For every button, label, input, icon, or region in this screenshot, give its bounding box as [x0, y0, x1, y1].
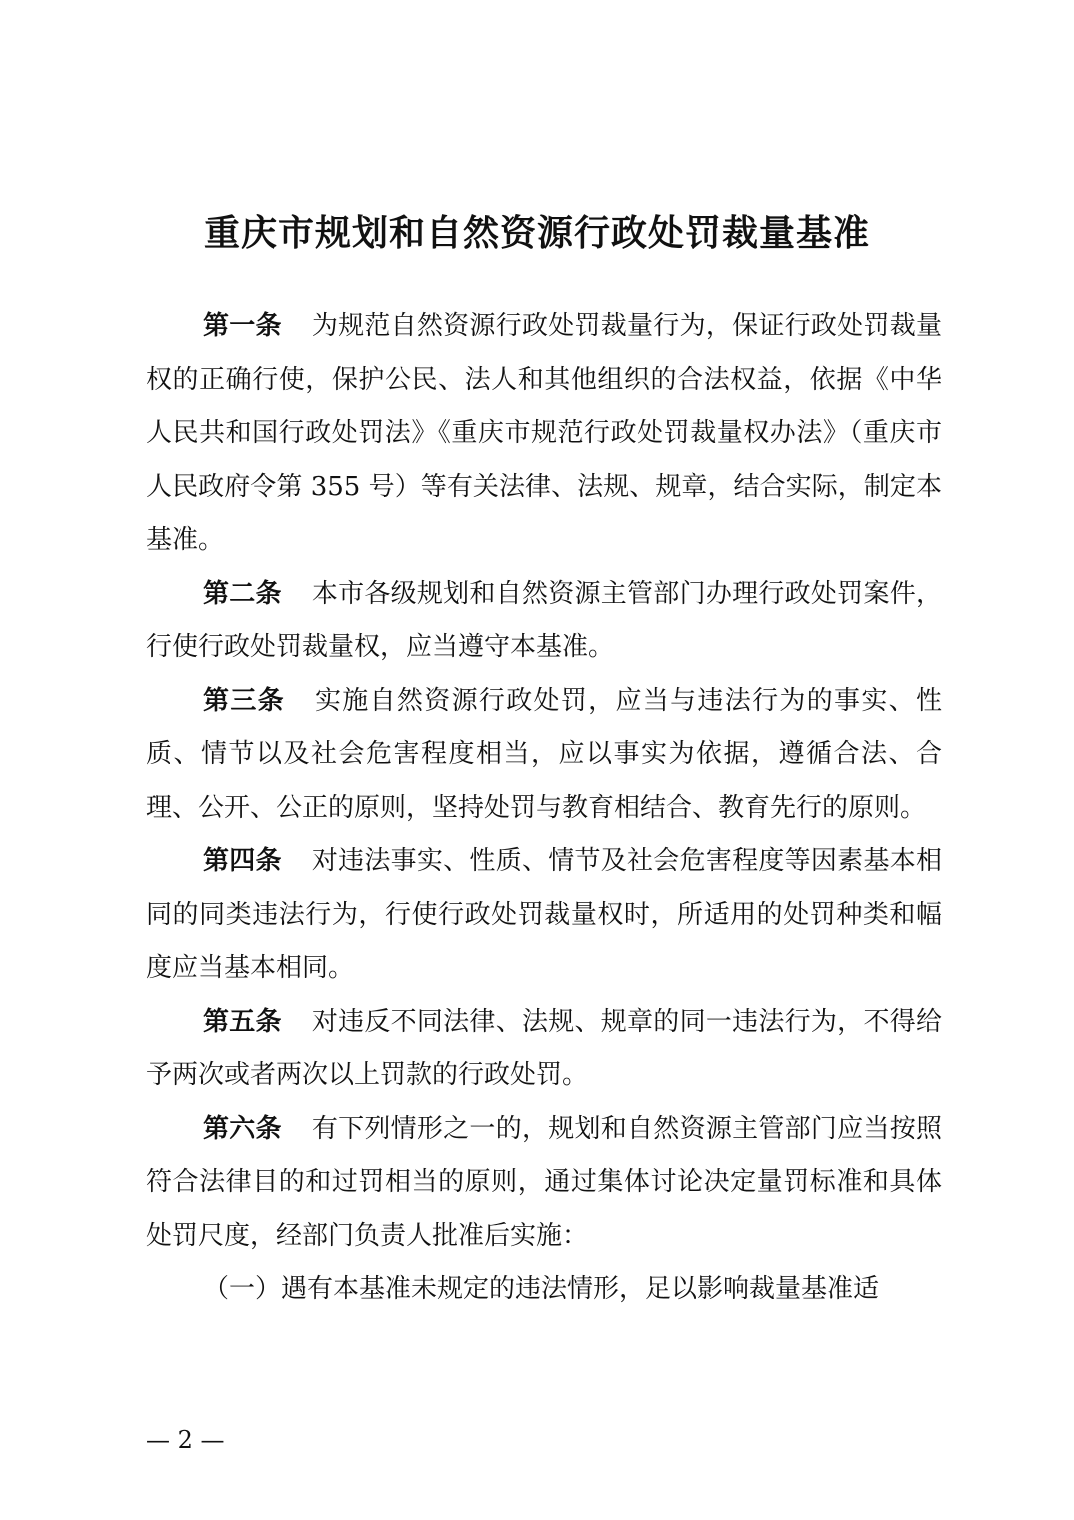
document-body: [146, 300, 942, 1317]
article-6-text: 有下列情形之一的，规划和自然资源主管部门应当按照符合法律目的和过罚相当的原则，通过集体讨论决定量罚标准和具体处罚尺度，经部门负责人批准后实施：: [146, 1113, 942, 1251]
article-2-number: 第二条: [203, 578, 282, 609]
page-number: — 2 —: [146, 1426, 225, 1454]
article-5: [146, 996, 942, 1103]
article-6-item-1: （一）遇有本基准未规定的违法情形，足以影响裁量基准适: [203, 1274, 880, 1304]
article-6: [146, 1103, 942, 1264]
article-3-text: 实施自然资源行政处罚，应当与违法行为的事实、性质、情节以及社会危害程度相当，应以事实为依据，遵循合法、合理、公开、公正的原则，坚持处罚与教育相结合、教育先行的原则。: [146, 685, 942, 823]
article-1-number: 第一条: [203, 311, 282, 341]
article-1-text: 为规范自然资源行政处罚裁量行为，保证行政处罚裁量权的正确行使，保护公民、法人和其他组织的合法权益，依据《中华人民共和国行政处罚法》《重庆市规范行政处罚裁量权办法》（重庆市人民政府令第 355 号）等有关法律、法规、规章，结合实际，制定本基准。: [146, 311, 942, 555]
article-4: [146, 835, 942, 996]
article-6-number: 第六条: [203, 1113, 282, 1144]
article-5-number: 第五条: [203, 1006, 282, 1037]
article-4-number: 第四条: [203, 846, 282, 876]
article-2: [146, 568, 942, 675]
article-2-text: 本市各级规划和自然资源主管部门办理行政处罚案件，行使行政处罚裁量权，应当遵守本基准。: [146, 578, 942, 662]
article-4-text: 对违法事实、性质、情节及社会危害程度等因素基本相同的同类违法行为，行使行政处罚裁量权时，所适用的处罚种类和幅度应当基本相同。: [146, 846, 942, 983]
article-3: [146, 675, 942, 836]
article-1: [146, 300, 942, 568]
document-title: 重庆市规划和自然资源行政处罚裁量基准: [203, 213, 870, 255]
article-5-text: 对违反不同法律、法规、规章的同一违法行为，不得给予两次或者两次以上罚款的行政处罚。: [146, 1006, 942, 1090]
article-3-number: 第三条: [203, 685, 285, 716]
